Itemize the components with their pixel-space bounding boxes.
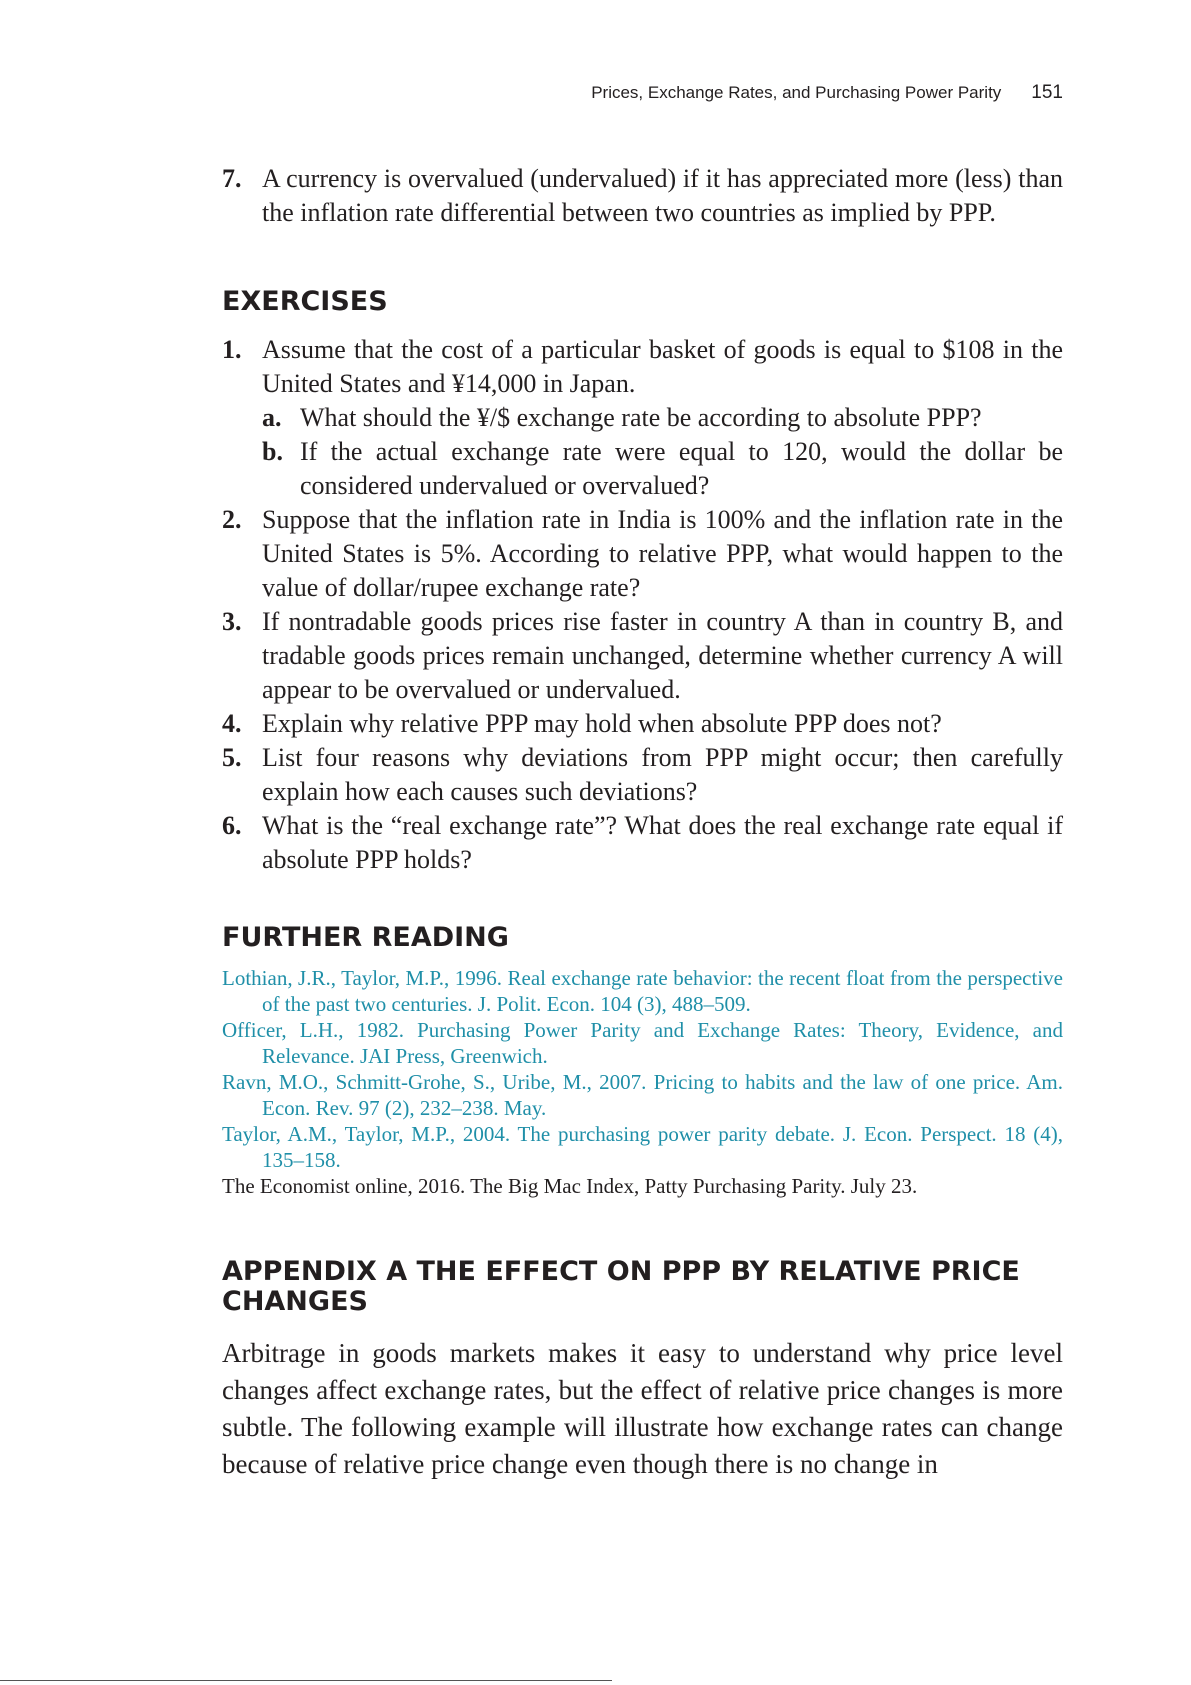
item-number: 3. — [222, 607, 242, 636]
exercise-list — [222, 333, 1063, 877]
page-content — [222, 162, 1063, 1483]
exercise-item-1 — [222, 333, 1063, 503]
subitem-label: a. — [262, 403, 282, 432]
exercises-heading: EXERCISES — [222, 286, 388, 317]
subitem-label: b. — [262, 437, 283, 466]
exercise-item-2 — [222, 503, 1063, 605]
running-header — [0, 82, 1063, 104]
reference-item[interactable]: Ravn, M.O., Schmitt-Grohe, S., Uribe, M., 2007. Pricing to habits and the law of one price. Am. Econ. Rev. 97 (2), 232–238. May. — [222, 1070, 1063, 1120]
exercise-item-6 — [222, 809, 1063, 877]
item-text: Assume that the cost of a particular basket of goods is equal to $108 in the United States and ¥14,000 in Japan. — [262, 335, 1063, 398]
summary-item-7 — [222, 162, 1063, 230]
running-title: Prices, Exchange Rates, and Purchasing Power Parity — [591, 83, 1002, 102]
item-number: 4. — [222, 709, 242, 738]
appendix-paragraph: Arbitrage in goods markets makes it easy to understand why price level changes affect exchange rates, but the effect of relative price changes is more subtle. The following example will illustrate how exchange rates can change because of relative price change even though there is no change in — [222, 1338, 1063, 1479]
item-text: If nontradable goods prices rise faster in country A than in country B, and tradable goods prices remain unchanged, determine whether currency A will appear to be overvalued or undervalued. — [262, 607, 1063, 704]
item-text: Suppose that the inflation rate in India is 100% and the inflation rate in the United States is 5%. According to relative PPP, what would happen to the value of dollar/rupee exchange rate? — [262, 505, 1063, 602]
reference-item[interactable]: Officer, L.H., 1982. Purchasing Power Parity and Exchange Rates: Theory, Evidence, and Relevance. JAI Press, Greenwich. — [222, 1018, 1063, 1068]
reference-item[interactable]: Lothian, J.R., Taylor, M.P., 1996. Real exchange rate behavior: the recent float from the perspective of the past two centuries. J. Polit. Econ. 104 (3), 488–509. — [222, 966, 1063, 1016]
item-number: 1. — [222, 335, 242, 364]
further-reading-heading: FURTHER READING — [222, 922, 509, 953]
reference-list — [222, 965, 1063, 1199]
exercise-item-3 — [222, 605, 1063, 707]
page-number: 151 — [1031, 82, 1063, 103]
exercise-subitem-a — [262, 401, 1063, 435]
item-number: 5. — [222, 743, 242, 772]
exercise-item-4 — [222, 707, 1063, 741]
exercise-subitem-b — [262, 435, 1063, 503]
reference-item[interactable]: Taylor, A.M., Taylor, M.P., 2004. The purchasing power parity debate. J. Econ. Perspect. 18 (4), 135–158. — [222, 1122, 1063, 1172]
reference-item: The Economist online, 2016. The Big Mac Index, Patty Purchasing Parity. July 23. — [222, 1174, 918, 1198]
subitem-text: What should the ¥/$ exchange rate be according to absolute PPP? — [300, 403, 982, 432]
item-number: 2. — [222, 505, 242, 534]
appendix-heading: APPENDIX A THE EFFECT ON PPP BY RELATIVE PRICE CHANGES — [222, 1256, 1020, 1317]
subitem-text: If the actual exchange rate were equal to 120, would the dollar be considered undervalued or overvalued? — [300, 437, 1063, 500]
item-text: What is the “real exchange rate”? What does the real exchange rate equal if absolute PPP holds? — [262, 811, 1063, 874]
exercise-item-5 — [222, 741, 1063, 809]
item-text: Explain why relative PPP may hold when absolute PPP does not? — [262, 709, 942, 738]
item-number: 7. — [222, 164, 242, 193]
item-number: 6. — [222, 811, 242, 840]
item-text: A currency is overvalued (undervalued) if it has appreciated more (less) than the inflation rate differential between two countries as implied by PPP. — [262, 164, 1063, 227]
footer-rule — [0, 1680, 612, 1681]
item-text: List four reasons why deviations from PPP might occur; then carefully explain how each causes such deviations? — [262, 743, 1063, 806]
